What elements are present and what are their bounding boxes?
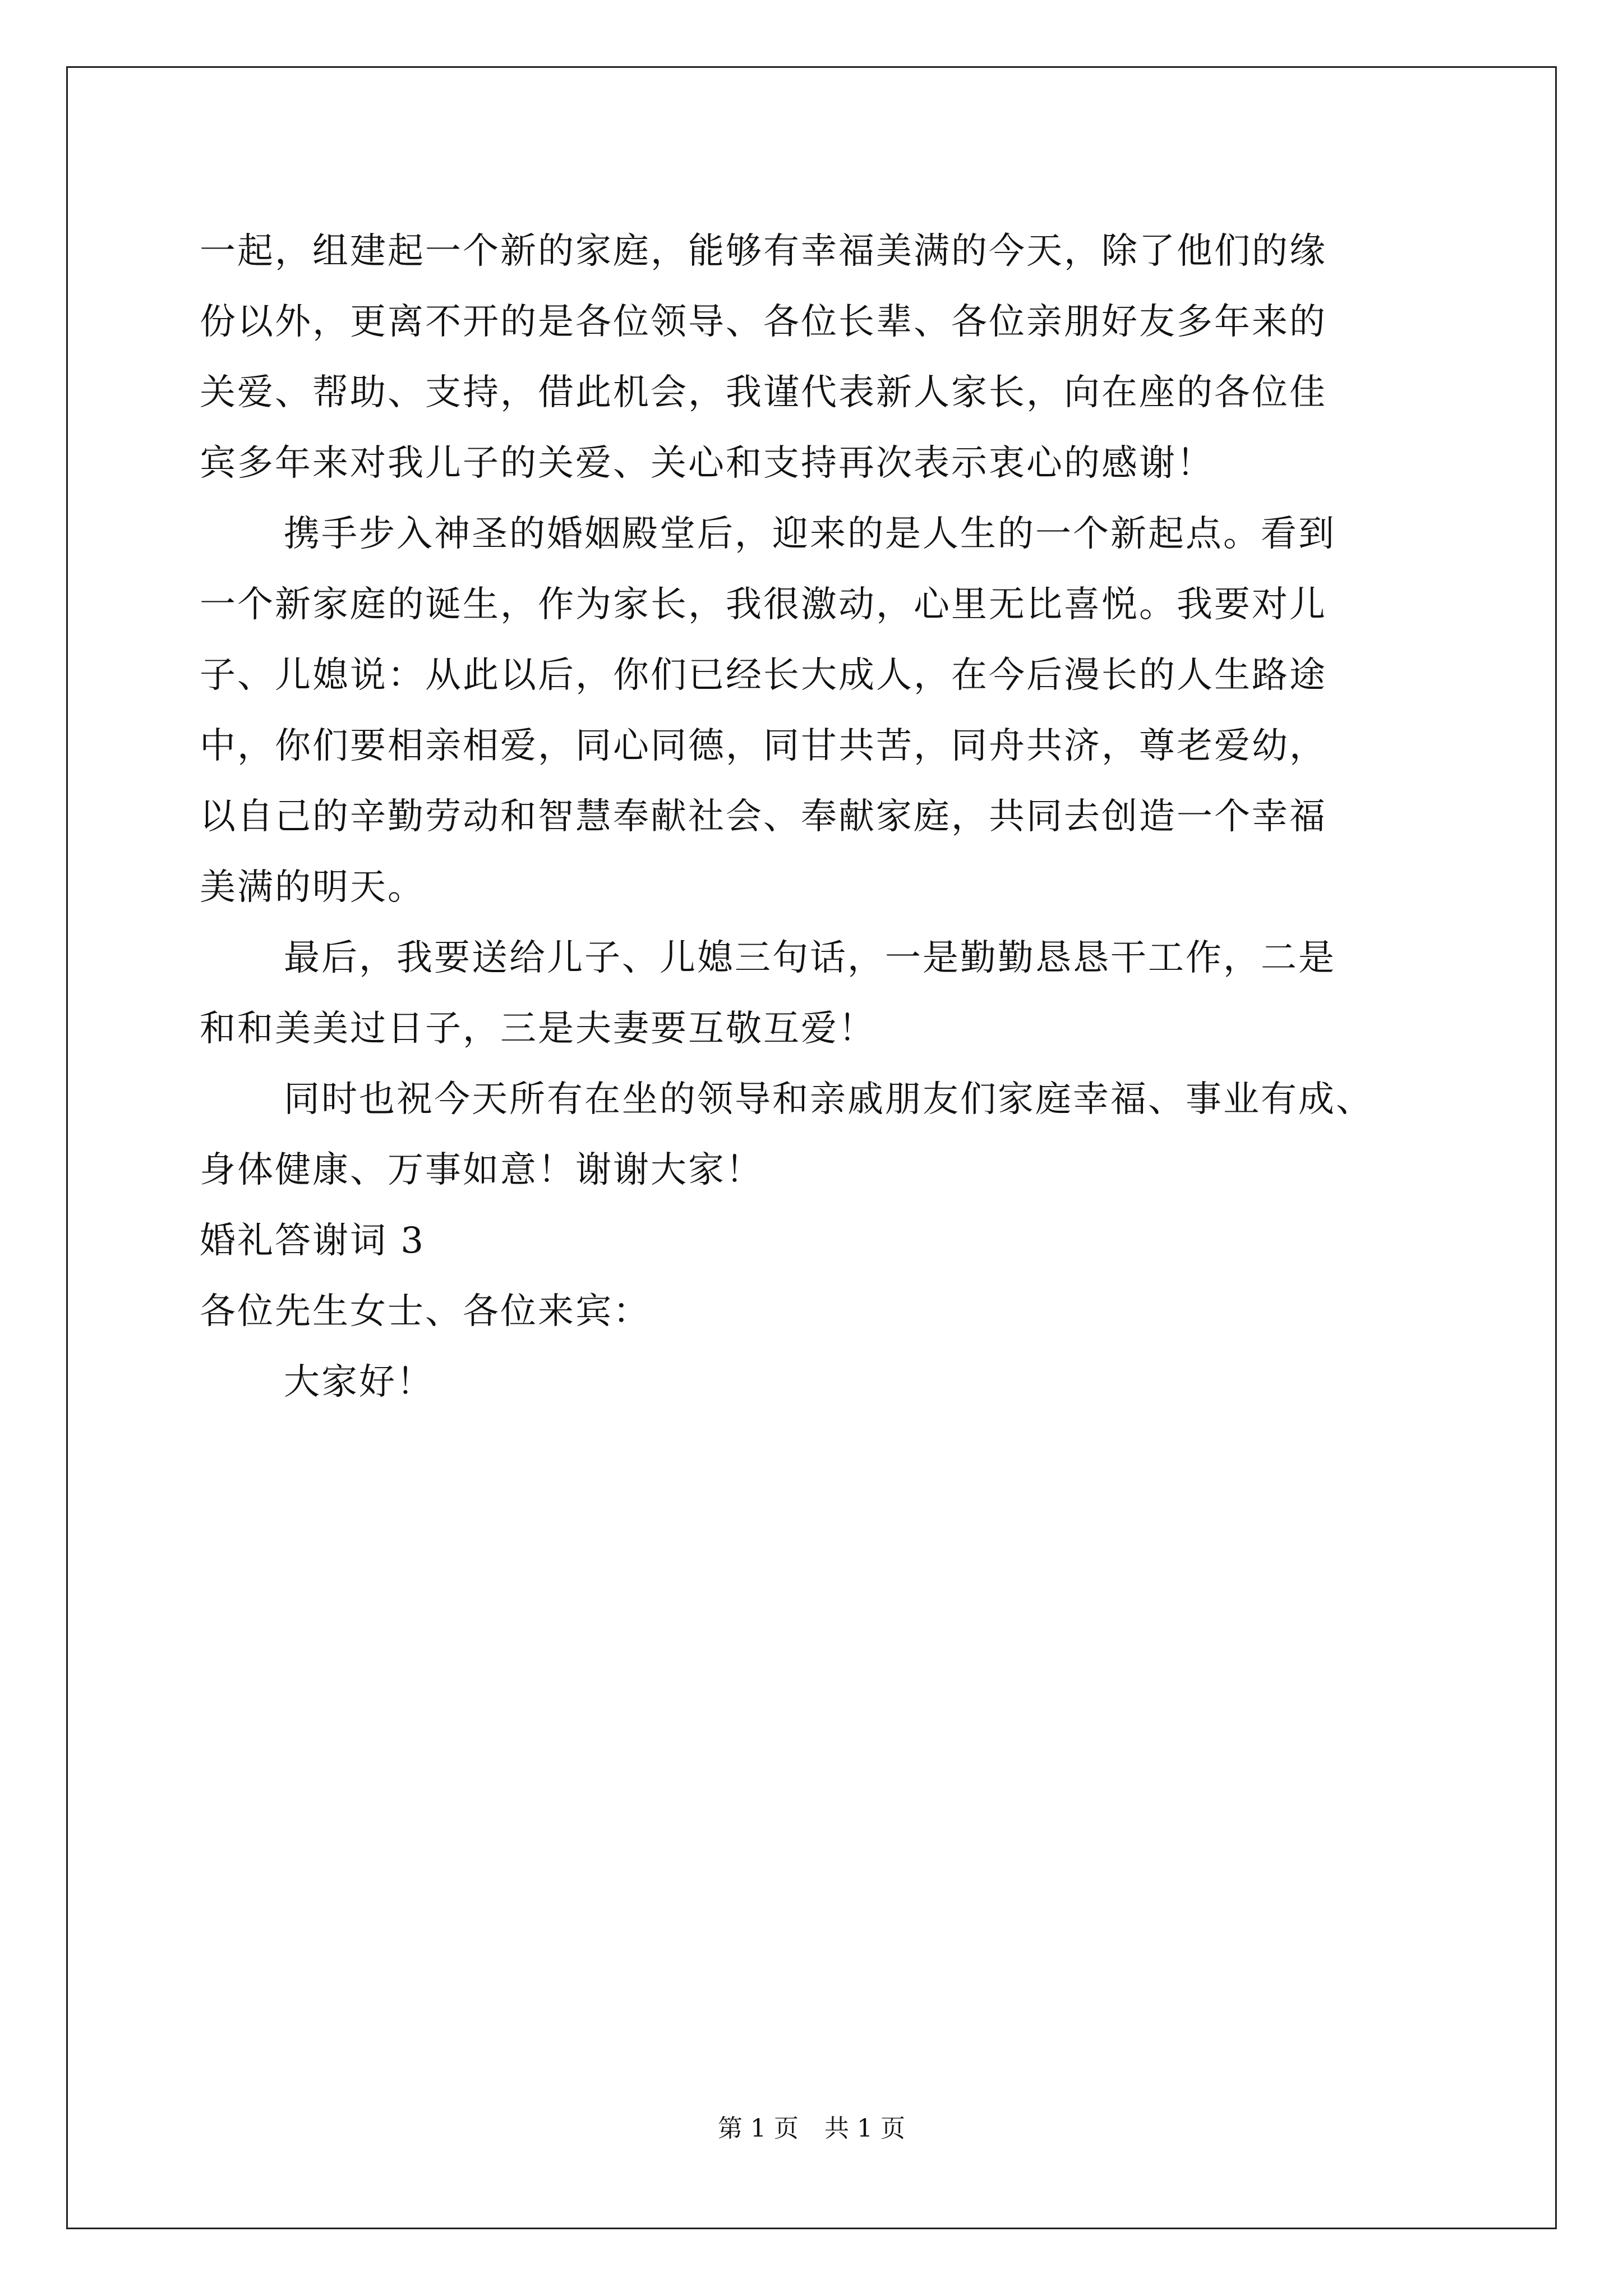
page-number: 第 1 页 xyxy=(718,2114,799,2143)
section-heading: 婚礼答谢词 3 xyxy=(200,1220,426,1262)
paragraph-line: 一起，组建起一个新的家庭，能够有幸福美满的今天，除了他们的缘 xyxy=(200,231,1327,272)
paragraph-line: 宾多年来对我儿子的关爱、关心和支持再次表示衷心的感谢！ xyxy=(200,443,1214,484)
paragraph-line: 和和美美过日子，三是夫妻要互敬互爱！ xyxy=(200,1008,876,1050)
page-total: 共 1 页 xyxy=(824,2114,905,2143)
paragraph-line: 美满的明天。 xyxy=(200,867,425,908)
paragraph-line: 中，你们要相亲相爱，同心同德，同甘共苦，同舟共济，尊老爱幼， xyxy=(200,725,1327,767)
paragraph-line: 关爱、帮助、支持，借此机会，我谨代表新人家长，向在座的各位佳 xyxy=(200,372,1327,413)
paragraph-line: 一个新家庭的诞生，作为家长，我很激动，心里无比喜悦。我要对儿 xyxy=(200,584,1327,625)
greeting: 大家好！ xyxy=(284,1361,434,1403)
paragraph-line: 子、儿媳说：从此以后，你们已经长大成人，在今后漫长的人生路途 xyxy=(200,655,1327,696)
paragraph-line: 最后，我要送给儿子、儿媳三句话，一是勤勤恳恳干工作，二是 xyxy=(284,937,1336,979)
paragraph-line: 身体健康、万事如意！谢谢大家！ xyxy=(200,1149,763,1191)
page-footer xyxy=(0,2113,1623,2145)
salutation: 各位先生女士、各位来宾： xyxy=(200,1291,651,1332)
paragraph-line: 份以外，更离不开的是各位领导、各位长辈、各位亲朋好友多年来的 xyxy=(200,301,1327,343)
paragraph-line: 携手步入神圣的婚姻殿堂后，迎来的是人生的一个新起点。看到 xyxy=(284,513,1336,555)
paragraph-line: 以自己的辛勤劳动和智慧奉献社会、奉献家庭，共同去创造一个幸福 xyxy=(200,796,1327,838)
paragraph-line: 同时也祝今天所有在坐的领导和亲戚朋友们家庭幸福、事业有成、 xyxy=(284,1079,1373,1120)
